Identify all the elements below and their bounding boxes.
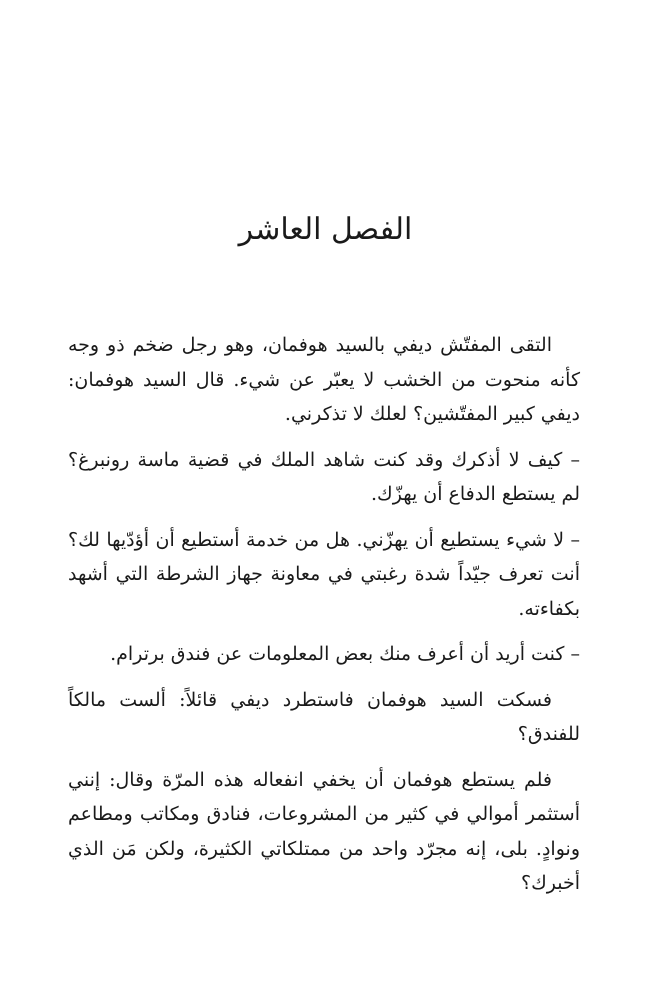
paragraph: – لا شيء يستطيع أن يهزّني. هل من خدمة أستطيع أن أؤدّيها لك؟ أنت تعرف جيّداً شدة رغبتي في معاونة جهاز الشرطة التي أشهد بكفاءته. [68,528,580,620]
paragraph: التقى المفتّش ديفي بالسيد هوفمان، وهو رجل ضخم ذو وجه كأنه منحوت من الخشب لا يعبّر عن شيء. قال السيد هوفمان: ديفي كبير المفتّشين؟ لعلك لا تذكرني. [68,334,580,425]
chapter-title: الفصل العاشر [238,212,413,247]
paragraph: – كنت أريد أن أعرف منك بعض المعلومات عن فندق برترام. [110,643,580,665]
paragraph: فسكت السيد هوفمان فاستطرد ديفي قائلاً: ألست مالكاً للفندق؟ [68,688,580,745]
chapter-body [68,328,580,912]
paragraph: فلم يستطع هوفمان أن يخفي انفعاله هذه المرّة وقال: إنني أستثمر أموالي في كثير من المشروعات، فنادق ومكاتب ومطاعم ونوادٍ. بلى، إنه مجرّد واحد من ممتلكاتي الكثيرة، ولكن مَن الذي أخبرك؟ [68,768,580,894]
paragraph: – كيف لا أذكرك وقد كنت شاهد الملك في قضية ماسة رونبرغ؟ لم يستطع الدفاع أن يهزّك. [68,448,580,505]
